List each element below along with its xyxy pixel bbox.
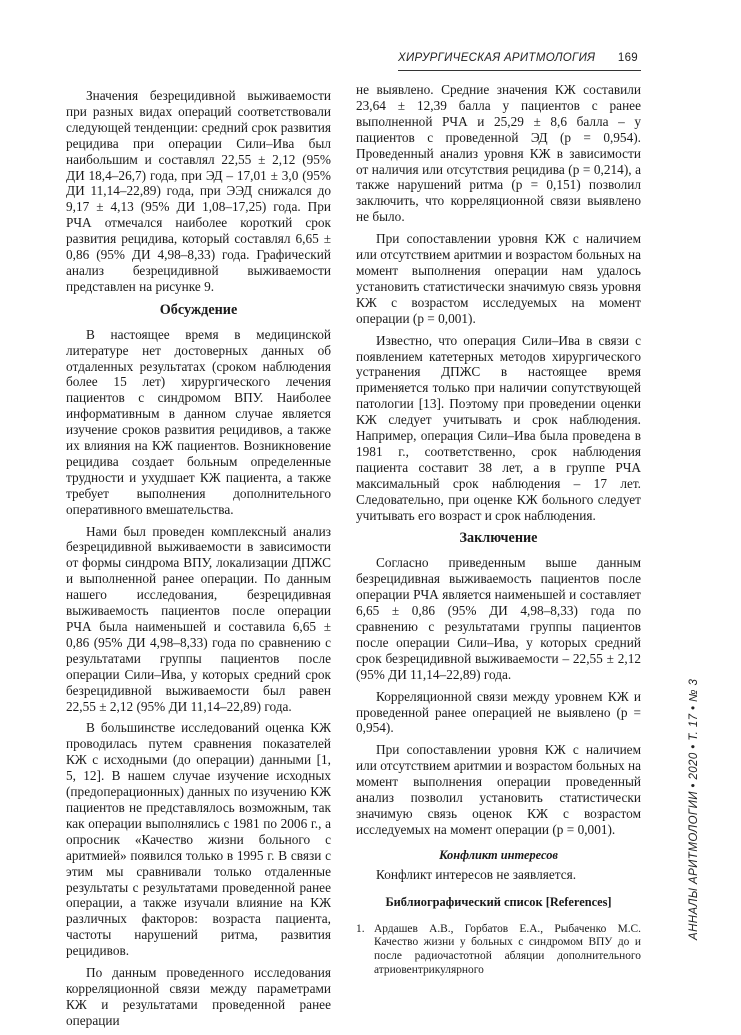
conflict-text: Конфликт интересов не заявляется. (376, 866, 577, 882)
header-rule (398, 70, 641, 71)
section-heading-conclusion: Заключение (459, 530, 538, 547)
paragraph: Нами был проведен комплексный анализ безрецидивной выживаемости в зависимости от формы синдрома ВПУ, локализации ДПЖС и выполненной ранее операции. По данным нашего исследования, безрецидивная выживаемость пациентов после операции РЧА была наименьшей и составила 6,65 ± 0,86 (95% ДИ 4,98–8,33) года по сравнению с результатами группы пациентов после операции Сили–Ива, у которых средний срок безрецидивной выживаемости был равен 22,55 ± 2,12 (95% ДИ 11,14–22,89) года. (66, 523, 331, 714)
reference-number: 1. (356, 922, 365, 935)
reference-item (356, 923, 641, 978)
running-head-title: ХИРУРГИЧЕСКАЯ АРИТМОЛОГИЯ (398, 52, 596, 64)
section-heading-discussion: Обсуждение (159, 301, 238, 318)
paragraph: Корреляционной связи между уровнем КЖ и проведенной ранее операцией не выявлено (p = 0,954). (356, 688, 641, 736)
paragraph: Согласно приведенным выше данным безрецидивная выживаемость пациентов после операции РЧА является наименьшей и составляет 6,65 ± 0,86 (95% ДИ 4,98–8,33) года по сравнению с результатами группы пациентов после операции Сили–Ива, у которых средний срок безрецидивной выживаемости – 22,55 ± 2,12 (95% ДИ 11,14–22,89) года. (356, 555, 641, 682)
reference-text: Ардашев А.В., Горбатов Е.А., Рыбаченко М.С. Качество жизни у больных с синдромом ВПУ до и после радиочастотной абляции дополнительного атриовентрикулярного (374, 922, 641, 976)
conflict-heading: Конфликт интересов (439, 847, 558, 862)
references-heading: Библиографический список [References] (385, 894, 612, 909)
paragraph: В настоящее время в медицинской литературе нет достоверных данных об отдаленных результатах (сроком наблюдения более 15 лет) хирургического лечения пациентов с синдромом ВПУ. Наиболее информативным в данном случае является изучение сроков развития рецидивов, а также их влияния на КЖ пациентов. Возникновение рецидива создает больным определенные трудности и ухудшает КЖ пациента, а также требует выполнения дополнительного оперативного вмешательства. (66, 326, 331, 517)
paragraph: Известно, что операция Сили–Ива в связи с появлением катетерных методов хирургического устранения ДПЖС в настоящее время применяется только при наличии сопутствующей патологии [13]. Поэтому при проведении оценки КЖ следует учитывать и срок наблюдения. Например, операция Сили–Ива была проведена в 1981 г., соответственно, срок наблюдения пациента составит 38 лет, а в группе РЧА максимальный срок наблюдения – 17 лет. Следовательно, при оценке КЖ больного следует учитывать его возраст и срок наблюдения. (356, 332, 641, 523)
paragraph: В большинстве исследований оценка КЖ проводилась путем сравнения показателей КЖ с исходными (до операции) данными [1, 5, 12]. В нашем случае изучение исходных (предоперационных) данных по изучению КЖ пациентов не представлялось возможным, так как операции выполнялись с 1981 по 2006 г., а опросник «Качество жизни больного с аритмией» появился только в 1995 г. В связи с этим мы сравнивали только отдаленные результаты с результатами проведенной ранее операции, а также изучали влияние на КЖ различных факторов: возраста пациента, частоты нарушений ритма, развития рецидивов. (66, 720, 331, 959)
right-column (356, 82, 641, 978)
paragraph: По данным проведенного исследования корреляционной связи между параметрами КЖ и результатами проведенной ранее операции (66, 965, 331, 1028)
running-head (398, 52, 638, 70)
paragraph: При сопоставлении уровня КЖ с наличием или отсутствием аритмии и возрастом больных на момент выполнения операции проведенный анализ позволил установить статистически значимую связь оценок КЖ с возрастом исследуемых на момент операции (p = 0,001). (356, 742, 641, 837)
journal-side-caption-text: АННАЛЫ АРИТМОЛОГИИ • 2020 • Т. 17 • № 3 (688, 678, 700, 940)
paragraph: Значения безрецидивной выживаемости при разных видах операций соответствовали следующей тенденции: средний срок развития рецидива при операции Сили–Ива был наибольшим и составлял 22,55 ± 2,12 (95% ДИ 18,4–26,7) года, при ЭД – 17,01 ± 3,0 (95% ДИ 11,14–22,89) года, при ЭЭД снижался до 9,17 ± 4,13 (95% ДИ 1,08–17,25) года. При РЧА отмечался наиболее короткий срок развития рецидива, который составлял 6,65 ± 0,86 (95% ДИ 4,98–8,33) года. Графический анализ безрецидивной выживаемости представлен на рисунке 9. (66, 88, 331, 294)
page-number: 169 (617, 52, 638, 64)
paragraph: При сопоставлении уровня КЖ с наличием или отсутствием аритмии и возрастом больных на момент выполнения операции нам удалось установить статистически значимую связь уровня КЖ с возрастом исследуемых на момент операции (p = 0,001). (356, 231, 641, 326)
left-column (66, 88, 331, 1035)
journal-side-caption (688, 678, 708, 960)
paragraph: не выявлено. Средние значения КЖ составили 23,64 ± 12,39 балла у пациентов с ранее выполненной РЧА и 25,29 ± 8,6 балла – у пациентов с проведенной ЭД (p = 0,954). Проведенный анализ уровня КЖ в зависимости от наличия или отсутствия рецидива (p = 0,214), а также нарушений ритма (p = 0,151) позволил заключить, что корреляционной связи выявлено не было. (356, 82, 641, 225)
